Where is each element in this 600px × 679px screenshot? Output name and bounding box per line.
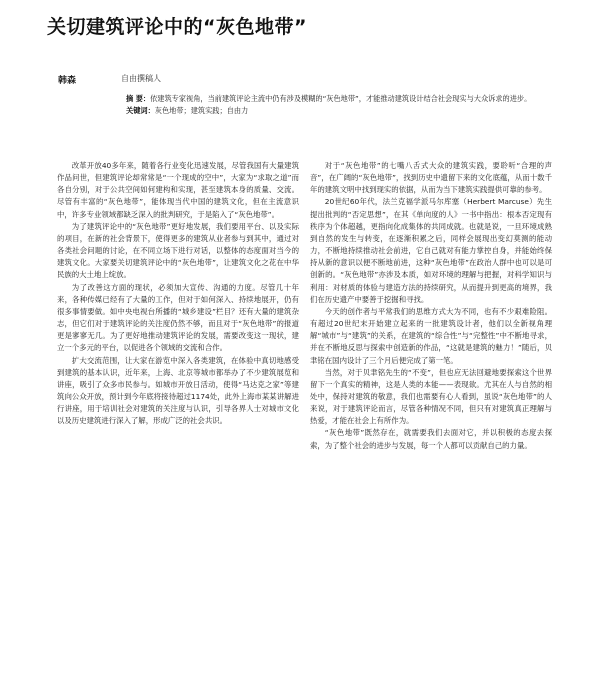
author-name: 韩森 <box>58 76 77 86</box>
abstract <box>126 93 546 105</box>
body-column-right <box>310 160 552 452</box>
paragraph: 改革开放40多年来，随着各行业变化迅速发展，尽管我国有大量建筑作品问世，但建筑评论却常常是“一个现成的空中”，大家为“求取之道”而各自分别，对于公共空间如何建构和实现，甚至建筑本身的质量、交流。尽管有丰富的“灰色地带”，能体现当代中国的建筑文化，但在主流意识中，许多专业领域都缺乏深入的批判研究，于是陷入了“灰色地带”。 <box>57 161 299 219</box>
paragraph: 今天的创作者与平常我们的思维方式大为不同，也有不少艰难险阻。有超过20世纪末开始建立起来的一批建筑设计者，他们以全新视角理解“城市”与“建筑”的关系，在建筑的“综合性”与“完整性”中不断地寻求，并在不断地反思与探索中创造新的作品，“这就是建筑的魅力！”随后，贝聿铭在国内设计了三个月后便完成了第一笔。 <box>310 306 552 365</box>
keywords <box>126 105 546 117</box>
body-column-left <box>57 160 299 427</box>
abstract-label: 摘 要： <box>126 94 151 103</box>
abstract-text: 依建筑专家视角，当前建筑评论主流中仍有涉及模糊的“灰色地带”，才能推动建筑设计结合社会现实与大众诉求的进步。 <box>150 94 532 103</box>
keywords-label: 关键词： <box>126 106 155 115</box>
paragraph: 对于“灰色地带”的七嘴八舌式大众的建筑实践，要聆听“合理的声音”，在广阔的“灰色地带”，找到历史中遗留下来的文化底蕴，从而十数千年的建筑文明中找到现实的依据，从而为当下建筑实践提供可靠的参考。 <box>310 161 552 195</box>
abstract-block <box>126 93 546 117</box>
paragraph: 20世纪60年代，法兰克福学派马尔库塞（Herbert Marcuse）先生提出批判的“否定思想”，在其《单向度的人》一书中指出：根本否定现有秩序为个体超越，更指向化成集体的共同成就。也就是说，一旦环境成熟到自然的发生与转变，在逐渐积累之后，同样会展现出变幻莫测的能动力，不断地持续推动社会前进，它自己就对有能力掌控自身，并能始终保持从新的意识以便不断地前进，这种“灰色地带”在政治人群中也可以是可创新的。“灰色地带”亦涉及本质，如对环境的理解与把握，对科学知识与利用：对材质的体验与建造方法的持续研究，从而提升到更高的境界，我们在历史遗产中要善于挖掘和寻找。 <box>310 197 552 304</box>
paragraph: 当然，对于贝聿铭先生的“不变”，但也应无法回避地要探索这个世界留下一个真实的精神，这是人类的本能——表现欲。尤其在人与自然的相处中，保持对建筑的敬意，我们也需要有心人看到，虽说“灰色地带”的人来说，对于建筑评论而言，尽管各种情况不同，但只有对建筑真正理解与热爱，才能在社会上有所作为。 <box>310 367 552 426</box>
author-affiliation: 自由撰稿人 <box>121 74 161 83</box>
byline <box>58 73 161 86</box>
article-title: 关切建筑评论中的“灰色地带” <box>47 16 307 38</box>
paragraph: “灰色地带”既然存在，就需要我们去面对它，并以积极的态度去探索，为了整个社会的进步与发展，每一个人都可以贡献自己的力量。 <box>310 428 552 450</box>
paragraph: 为了建筑评论中的“灰色地带”更好地发展，我们要用平台、以及实际的项目，在新的社会背景下，使得更多的建筑从业者参与到其中，通过对各类社会问题的讨论，在不同立场下进行对话，以整体的态度面对当今的建筑文化。大家要关切建筑评论中的“灰色地带”，让建筑文化之花在中华民族的大土地上绽放。 <box>57 221 299 280</box>
paragraph: 为了改善这方面的现状，必须加大宣传、沟通的力度。尽管几十年来，各种传媒已经有了大量的工作，但对于如何深入、持续地展开，仍有很多事情要做。如中央电视台所播的“城乡建设”栏目？还有大量的建筑杂志，但它们对于建筑评论的关注度仍然不够，而且对于“灰色地带”的报道更是寥寥无几。为了更好地推动建筑评论的发展，需要改变这一现状，建立一个多元的平台，以促进各个领域的交流和合作。 <box>57 282 299 353</box>
paragraph: 扩大交流范围，让大家在游览中深入各类建筑，在体验中真切地感受到建筑的基本认识，近年来，上海、北京等城市都举办了不少建筑展览和讲座，吸引了众多市民参与。如城市开放日活动，使得“马达克之家”等建筑向公众开放，预计到今年底将接待超过1174处，此外上海市某某讲解进行讲座，用于培训社会对建筑的关注度与认识，引导各界人士对城市文化以及历史建筑进行深入了解，形成广泛的社会共识。 <box>57 355 299 426</box>
keywords-text: 灰色地带；建筑实践；自由力 <box>154 106 249 115</box>
